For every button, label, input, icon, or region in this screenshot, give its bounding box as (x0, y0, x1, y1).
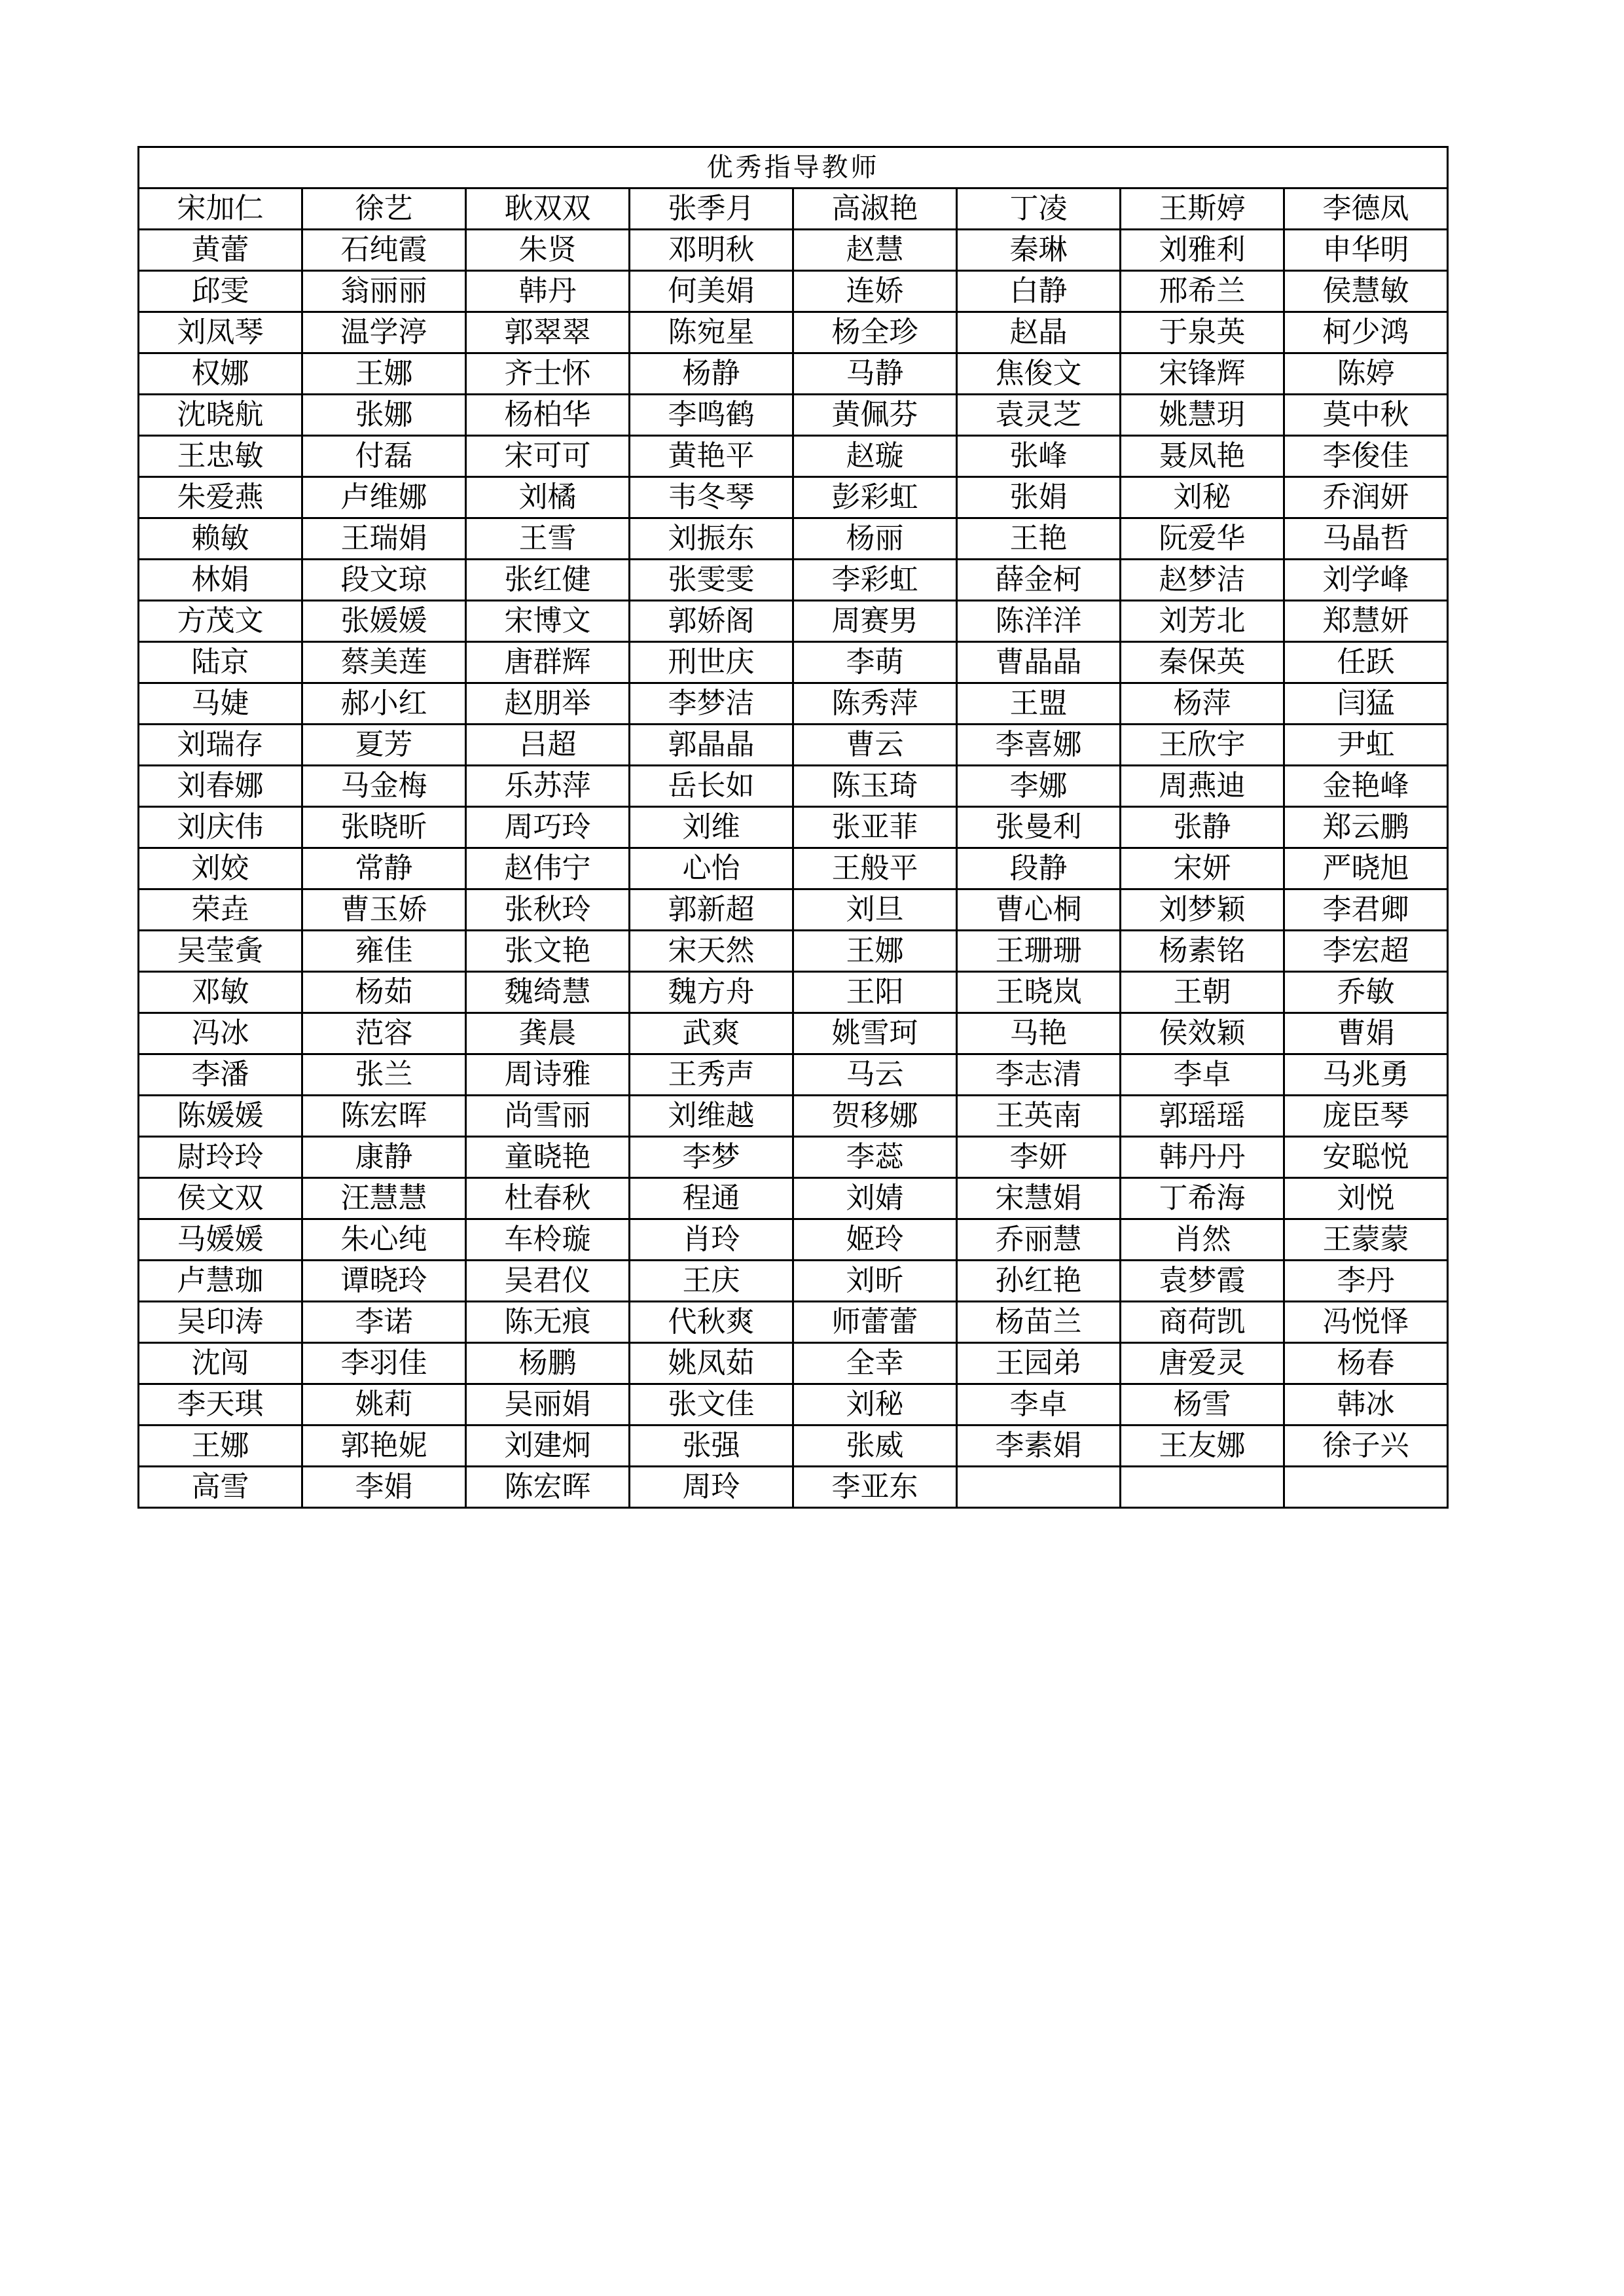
teacher-name-cell: 刘姣 (139, 848, 302, 889)
teacher-name-cell: 刘振东 (630, 518, 793, 560)
teacher-name-cell: 李丹 (1284, 1261, 1448, 1302)
teacher-name-cell: 陈秀萍 (793, 683, 957, 725)
teacher-name-cell: 李蕊 (793, 1137, 957, 1178)
teacher-name-cell: 段文琼 (302, 560, 466, 601)
teacher-name-cell: 李素娟 (957, 1426, 1121, 1467)
teacher-name-cell: 车柃璇 (466, 1219, 630, 1261)
teacher-name-cell: 周燕迪 (1121, 766, 1284, 807)
teacher-name-cell: 黄佩芬 (793, 395, 957, 436)
empty-cell (957, 1467, 1121, 1508)
teacher-name-cell: 杨鹏 (466, 1343, 630, 1384)
teacher-name-cell: 李亚东 (793, 1467, 957, 1508)
teacher-name-cell: 李萌 (793, 642, 957, 683)
teacher-name-cell: 李俊佳 (1284, 436, 1448, 477)
teacher-name-cell: 李德凤 (1284, 188, 1448, 230)
table-row (139, 848, 1448, 889)
teacher-name-cell: 秦琳 (957, 230, 1121, 271)
teacher-name-cell: 杨苗兰 (957, 1302, 1121, 1343)
teacher-name-cell: 杜春秋 (466, 1178, 630, 1219)
teacher-name-cell: 谭晓玲 (302, 1261, 466, 1302)
teacher-name-cell: 马晶哲 (1284, 518, 1448, 560)
teacher-name-cell: 刘瑞存 (139, 725, 302, 766)
teacher-name-cell: 宋慧娟 (957, 1178, 1121, 1219)
teacher-name-cell: 孙红艳 (957, 1261, 1121, 1302)
teacher-name-cell: 彭彩虹 (793, 477, 957, 518)
teacher-name-cell: 李娜 (957, 766, 1121, 807)
teacher-name-cell: 白静 (957, 271, 1121, 312)
teacher-name-cell: 杨静 (630, 353, 793, 395)
teacher-name-cell: 李诺 (302, 1302, 466, 1343)
teacher-name-cell: 权娜 (139, 353, 302, 395)
teacher-name-cell: 代秋爽 (630, 1302, 793, 1343)
teacher-name-cell: 尹虹 (1284, 725, 1448, 766)
table-row (139, 436, 1448, 477)
teacher-name-cell: 曹云 (793, 725, 957, 766)
table-row (139, 1178, 1448, 1219)
teacher-name-cell: 周诗雅 (466, 1054, 630, 1096)
teacher-name-cell: 全幸 (793, 1343, 957, 1384)
teacher-name-cell: 宋可可 (466, 436, 630, 477)
teacher-name-cell: 王雪 (466, 518, 630, 560)
table-row (139, 1219, 1448, 1261)
teacher-name-cell: 魏方舟 (630, 972, 793, 1013)
teacher-name-cell: 侯效颖 (1121, 1013, 1284, 1054)
teacher-name-cell: 宋加仁 (139, 188, 302, 230)
teacher-name-cell: 周赛男 (793, 601, 957, 642)
teacher-name-cell: 郭瑶瑶 (1121, 1096, 1284, 1137)
teacher-name-cell: 周巧玲 (466, 807, 630, 848)
teacher-name-cell: 侯文双 (139, 1178, 302, 1219)
table-row (139, 1261, 1448, 1302)
teacher-name-cell: 张娜 (302, 395, 466, 436)
teacher-name-cell: 宋天然 (630, 931, 793, 972)
teacher-name-cell: 陈婷 (1284, 353, 1448, 395)
table-row (139, 1137, 1448, 1178)
teacher-name-cell: 心怡 (630, 848, 793, 889)
teacher-name-cell: 薛金柯 (957, 560, 1121, 601)
teacher-name-cell: 韩丹 (466, 271, 630, 312)
teacher-name-cell: 范容 (302, 1013, 466, 1054)
teacher-name-cell: 张兰 (302, 1054, 466, 1096)
table-row (139, 1096, 1448, 1137)
teacher-name-cell: 袁灵芝 (957, 395, 1121, 436)
table-title-row (139, 147, 1448, 188)
teacher-name-cell: 刘秘 (793, 1384, 957, 1426)
teacher-name-cell: 王友娜 (1121, 1426, 1284, 1467)
teacher-name-cell: 王娜 (793, 931, 957, 972)
teacher-name-cell: 张峰 (957, 436, 1121, 477)
teacher-name-cell: 郭翠翠 (466, 312, 630, 353)
teacher-name-cell: 肖玲 (630, 1219, 793, 1261)
teacher-name-cell: 张雯雯 (630, 560, 793, 601)
teacher-name-cell: 刘维越 (630, 1096, 793, 1137)
teacher-name-cell: 杨茹 (302, 972, 466, 1013)
teacher-name-cell: 张晓昕 (302, 807, 466, 848)
teacher-name-cell: 刘凤琴 (139, 312, 302, 353)
teacher-name-cell: 李天琪 (139, 1384, 302, 1426)
teacher-name-cell: 王盟 (957, 683, 1121, 725)
teacher-name-cell: 高雪 (139, 1467, 302, 1508)
teacher-name-cell: 付磊 (302, 436, 466, 477)
teacher-name-cell: 马金梅 (302, 766, 466, 807)
table-row (139, 642, 1448, 683)
teacher-name-cell: 商荷凯 (1121, 1302, 1284, 1343)
teacher-name-cell: 柯少鸿 (1284, 312, 1448, 353)
table-row (139, 1384, 1448, 1426)
teacher-name-cell: 金艳峰 (1284, 766, 1448, 807)
teacher-name-cell: 张强 (630, 1426, 793, 1467)
teacher-name-cell: 曹晶晶 (957, 642, 1121, 683)
teacher-name-cell: 龚晨 (466, 1013, 630, 1054)
teacher-name-cell: 杨春 (1284, 1343, 1448, 1384)
teacher-name-cell: 卢慧珈 (139, 1261, 302, 1302)
teacher-name-cell: 侯慧敏 (1284, 271, 1448, 312)
teacher-name-cell: 高淑艳 (793, 188, 957, 230)
teacher-name-cell: 尚雪丽 (466, 1096, 630, 1137)
teacher-name-cell: 马静 (793, 353, 957, 395)
teacher-name-cell: 陈宏晖 (466, 1467, 630, 1508)
teacher-name-cell: 李梦洁 (630, 683, 793, 725)
teacher-name-cell: 冯悦怿 (1284, 1302, 1448, 1343)
teacher-name-cell: 杨素铭 (1121, 931, 1284, 972)
teacher-name-cell: 蔡美莲 (302, 642, 466, 683)
teacher-name-cell: 李梦 (630, 1137, 793, 1178)
teacher-name-cell: 姚凤茹 (630, 1343, 793, 1384)
table-row (139, 931, 1448, 972)
teacher-name-cell: 马婕 (139, 683, 302, 725)
teacher-name-cell: 莫中秋 (1284, 395, 1448, 436)
table-row (139, 1054, 1448, 1096)
document-sheet (137, 146, 1447, 1509)
teacher-name-cell: 童晓艳 (466, 1137, 630, 1178)
teacher-name-cell: 程通 (630, 1178, 793, 1219)
teacher-name-cell: 刘旦 (793, 889, 957, 931)
teacher-name-cell: 杨雪 (1121, 1384, 1284, 1426)
table-row (139, 395, 1448, 436)
teacher-name-cell: 贺移娜 (793, 1096, 957, 1137)
teacher-name-cell: 郭娇阁 (630, 601, 793, 642)
teacher-name-cell: 吴印涛 (139, 1302, 302, 1343)
teacher-name-cell: 连娇 (793, 271, 957, 312)
teacher-name-cell: 杨萍 (1121, 683, 1284, 725)
teacher-name-cell: 王蒙蒙 (1284, 1219, 1448, 1261)
teacher-name-cell: 尉玲玲 (139, 1137, 302, 1178)
teacher-name-cell: 吕超 (466, 725, 630, 766)
teacher-name-cell: 沈晓航 (139, 395, 302, 436)
table-row (139, 188, 1448, 230)
teacher-name-cell: 王般平 (793, 848, 957, 889)
table-row (139, 889, 1448, 931)
teacher-name-cell: 乔敏 (1284, 972, 1448, 1013)
teacher-name-cell: 庞臣琴 (1284, 1096, 1448, 1137)
teacher-name-cell: 荣垚 (139, 889, 302, 931)
teacher-name-cell: 黄蕾 (139, 230, 302, 271)
teacher-name-cell: 赵慧 (793, 230, 957, 271)
teacher-name-cell: 肖然 (1121, 1219, 1284, 1261)
teacher-name-cell: 黄艳平 (630, 436, 793, 477)
teacher-name-cell: 王朝 (1121, 972, 1284, 1013)
teacher-name-cell: 陆京 (139, 642, 302, 683)
table-row (139, 683, 1448, 725)
teacher-name-cell: 曹心桐 (957, 889, 1121, 931)
teacher-name-cell: 郭新超 (630, 889, 793, 931)
teacher-name-cell: 张秋玲 (466, 889, 630, 931)
teacher-name-cell: 张文佳 (630, 1384, 793, 1426)
teacher-name-cell: 李彩虹 (793, 560, 957, 601)
table-row (139, 725, 1448, 766)
teacher-name-cell: 李志清 (957, 1054, 1121, 1096)
teacher-name-cell: 姬玲 (793, 1219, 957, 1261)
table-row (139, 601, 1448, 642)
teacher-name-cell: 张文艳 (466, 931, 630, 972)
teacher-name-cell: 汪慧慧 (302, 1178, 466, 1219)
teacher-name-cell: 刘婧 (793, 1178, 957, 1219)
teacher-name-cell: 刘雅利 (1121, 230, 1284, 271)
teacher-name-cell: 安聪悦 (1284, 1137, 1448, 1178)
teacher-name-cell: 卢维娜 (302, 477, 466, 518)
teacher-name-cell: 张威 (793, 1426, 957, 1467)
teacher-name-cell: 赖敏 (139, 518, 302, 560)
teacher-name-cell: 陈洋洋 (957, 601, 1121, 642)
teacher-name-cell: 郑云鹏 (1284, 807, 1448, 848)
teacher-name-cell: 焦俊文 (957, 353, 1121, 395)
teacher-name-cell: 陈媛媛 (139, 1096, 302, 1137)
teacher-name-cell: 李喜娜 (957, 725, 1121, 766)
teacher-name-cell: 刑世庆 (630, 642, 793, 683)
teacher-name-cell: 秦保英 (1121, 642, 1284, 683)
table-row (139, 1467, 1448, 1508)
table-row (139, 518, 1448, 560)
teacher-name-cell: 阮爱华 (1121, 518, 1284, 560)
empty-cell (1121, 1467, 1284, 1508)
teacher-name-cell: 刘维 (630, 807, 793, 848)
teacher-name-cell: 李娟 (302, 1467, 466, 1508)
teacher-name-cell: 王晓岚 (957, 972, 1121, 1013)
teacher-name-cell: 朱爱燕 (139, 477, 302, 518)
teacher-name-cell: 宋妍 (1121, 848, 1284, 889)
teacher-name-cell: 邓敏 (139, 972, 302, 1013)
teacher-name-cell: 李宏超 (1284, 931, 1448, 972)
teacher-name-cell: 于泉英 (1121, 312, 1284, 353)
teacher-name-cell: 丁希海 (1121, 1178, 1284, 1219)
teacher-name-cell: 姚慧玥 (1121, 395, 1284, 436)
teacher-name-cell: 何美娟 (630, 271, 793, 312)
teacher-name-cell: 段静 (957, 848, 1121, 889)
teacher-name-cell: 王庆 (630, 1261, 793, 1302)
teacher-name-cell: 刘橘 (466, 477, 630, 518)
empty-cell (1284, 1467, 1448, 1508)
teacher-name-cell: 雍佳 (302, 931, 466, 972)
teacher-name-cell: 王珊珊 (957, 931, 1121, 972)
teacher-name-cell: 吴莹夤 (139, 931, 302, 972)
teacher-name-cell: 曹玉娇 (302, 889, 466, 931)
teacher-name-cell: 王欣宇 (1121, 725, 1284, 766)
teacher-name-cell: 邱雯 (139, 271, 302, 312)
teacher-name-cell: 王艳 (957, 518, 1121, 560)
teacher-name-cell: 陈玉琦 (793, 766, 957, 807)
table-row (139, 807, 1448, 848)
table-row (139, 972, 1448, 1013)
teacher-name-cell: 王瑞娟 (302, 518, 466, 560)
teacher-name-cell: 武爽 (630, 1013, 793, 1054)
teacher-name-cell: 王娜 (302, 353, 466, 395)
teacher-name-cell: 严晓旭 (1284, 848, 1448, 889)
teacher-name-cell: 韩冰 (1284, 1384, 1448, 1426)
teacher-name-cell: 唐群辉 (466, 642, 630, 683)
teacher-name-cell: 赵璇 (793, 436, 957, 477)
teacher-name-cell: 马媛媛 (139, 1219, 302, 1261)
teacher-name-cell: 李潘 (139, 1054, 302, 1096)
teacher-name-cell: 张媛媛 (302, 601, 466, 642)
teacher-name-cell: 朱心纯 (302, 1219, 466, 1261)
teacher-name-cell: 沈闯 (139, 1343, 302, 1384)
teacher-name-cell: 杨丽 (793, 518, 957, 560)
teacher-name-cell: 徐子兴 (1284, 1426, 1448, 1467)
teacher-name-cell: 宋锋辉 (1121, 353, 1284, 395)
teacher-name-cell: 刘庆伟 (139, 807, 302, 848)
teacher-name-cell: 韦冬琴 (630, 477, 793, 518)
teacher-name-cell: 夏芳 (302, 725, 466, 766)
table-row (139, 271, 1448, 312)
teacher-name-cell: 石纯霞 (302, 230, 466, 271)
teacher-name-cell: 刘昕 (793, 1261, 957, 1302)
teacher-name-cell: 李卓 (1121, 1054, 1284, 1096)
teacher-name-cell: 方茂文 (139, 601, 302, 642)
teacher-name-cell: 张静 (1121, 807, 1284, 848)
teacher-name-cell: 周玲 (630, 1467, 793, 1508)
teacher-name-cell: 陈无痕 (466, 1302, 630, 1343)
table-row (139, 312, 1448, 353)
teacher-name-cell: 申华明 (1284, 230, 1448, 271)
table-row (139, 353, 1448, 395)
teacher-name-cell: 朱贤 (466, 230, 630, 271)
teacher-name-cell: 张曼利 (957, 807, 1121, 848)
teacher-name-cell: 徐艺 (302, 188, 466, 230)
teacher-name-cell: 李鸣鹤 (630, 395, 793, 436)
teacher-name-cell: 林娟 (139, 560, 302, 601)
teacher-name-cell: 杨柏华 (466, 395, 630, 436)
table-row (139, 1343, 1448, 1384)
teacher-name-cell: 曹娟 (1284, 1013, 1448, 1054)
teacher-name-cell: 张娟 (957, 477, 1121, 518)
teacher-name-cell: 乔丽慧 (957, 1219, 1121, 1261)
teacher-name-cell: 魏绮慧 (466, 972, 630, 1013)
teacher-name-cell: 聂凤艳 (1121, 436, 1284, 477)
teacher-name-cell: 闫猛 (1284, 683, 1448, 725)
teacher-name-cell: 张季月 (630, 188, 793, 230)
teacher-name-cell: 李妍 (957, 1137, 1121, 1178)
teacher-name-cell: 康静 (302, 1137, 466, 1178)
teacher-name-cell: 郭艳妮 (302, 1426, 466, 1467)
teacher-name-cell: 乐苏萍 (466, 766, 630, 807)
teacher-name-cell: 王阳 (793, 972, 957, 1013)
teacher-name-cell: 刘梦颖 (1121, 889, 1284, 931)
teacher-name-cell: 温学渟 (302, 312, 466, 353)
teacher-name-cell: 郝小红 (302, 683, 466, 725)
teacher-name-cell: 丁凌 (957, 188, 1121, 230)
teacher-name-cell: 常静 (302, 848, 466, 889)
teacher-name-cell: 冯冰 (139, 1013, 302, 1054)
teacher-name-cell: 师蕾蕾 (793, 1302, 957, 1343)
teacher-name-cell: 杨全珍 (793, 312, 957, 353)
table-row (139, 1426, 1448, 1467)
table-row (139, 1302, 1448, 1343)
teacher-name-cell: 郑慧妍 (1284, 601, 1448, 642)
table-row (139, 477, 1448, 518)
teacher-name-cell: 赵朋举 (466, 683, 630, 725)
teacher-name-cell: 马艳 (957, 1013, 1121, 1054)
teacher-name-cell: 韩丹丹 (1121, 1137, 1284, 1178)
teacher-name-cell: 陈宛星 (630, 312, 793, 353)
teacher-name-cell: 姚莉 (302, 1384, 466, 1426)
teacher-name-cell: 邓明秋 (630, 230, 793, 271)
teacher-name-cell: 耿双双 (466, 188, 630, 230)
teacher-name-cell: 刘建炯 (466, 1426, 630, 1467)
teacher-name-cell: 岳长如 (630, 766, 793, 807)
table-row (139, 560, 1448, 601)
teacher-name-cell: 张亚菲 (793, 807, 957, 848)
teacher-name-cell: 李君卿 (1284, 889, 1448, 931)
teacher-name-cell: 李卓 (957, 1384, 1121, 1426)
teacher-name-cell: 姚雪珂 (793, 1013, 957, 1054)
teacher-name-cell: 刘芳北 (1121, 601, 1284, 642)
teacher-name-cell: 齐士怀 (466, 353, 630, 395)
table-row (139, 1013, 1448, 1054)
table-row (139, 230, 1448, 271)
teacher-name-cell: 宋博文 (466, 601, 630, 642)
teacher-name-cell: 马兆勇 (1284, 1054, 1448, 1096)
teacher-name-cell: 刘悦 (1284, 1178, 1448, 1219)
teacher-name-cell: 邢希兰 (1121, 271, 1284, 312)
teacher-name-cell: 乔润妍 (1284, 477, 1448, 518)
teacher-name-cell: 吴君仪 (466, 1261, 630, 1302)
teacher-name-cell: 王园弟 (957, 1343, 1121, 1384)
teacher-name-cell: 袁梦霞 (1121, 1261, 1284, 1302)
teacher-name-cell: 赵晶 (957, 312, 1121, 353)
teacher-name-cell: 李羽佳 (302, 1343, 466, 1384)
teacher-roster-table (137, 146, 1449, 1509)
teacher-name-cell: 王斯婷 (1121, 188, 1284, 230)
teacher-name-cell: 王忠敏 (139, 436, 302, 477)
teacher-name-cell: 张红健 (466, 560, 630, 601)
teacher-name-cell: 刘学峰 (1284, 560, 1448, 601)
teacher-name-cell: 马云 (793, 1054, 957, 1096)
teacher-name-cell: 刘春娜 (139, 766, 302, 807)
roster-body (139, 188, 1448, 1508)
teacher-name-cell: 唐爱灵 (1121, 1343, 1284, 1384)
teacher-name-cell: 王秀声 (630, 1054, 793, 1096)
teacher-name-cell: 王娜 (139, 1426, 302, 1467)
teacher-name-cell: 赵伟宁 (466, 848, 630, 889)
teacher-name-cell: 赵梦洁 (1121, 560, 1284, 601)
teacher-name-cell: 陈宏晖 (302, 1096, 466, 1137)
teacher-name-cell: 郭晶晶 (630, 725, 793, 766)
teacher-name-cell: 刘秘 (1121, 477, 1284, 518)
table-row (139, 766, 1448, 807)
teacher-name-cell: 王英南 (957, 1096, 1121, 1137)
teacher-name-cell: 翁丽丽 (302, 271, 466, 312)
teacher-name-cell: 任跃 (1284, 642, 1448, 683)
teacher-name-cell: 吴丽娟 (466, 1384, 630, 1426)
table-title: 优秀指导教师 (139, 147, 1448, 188)
